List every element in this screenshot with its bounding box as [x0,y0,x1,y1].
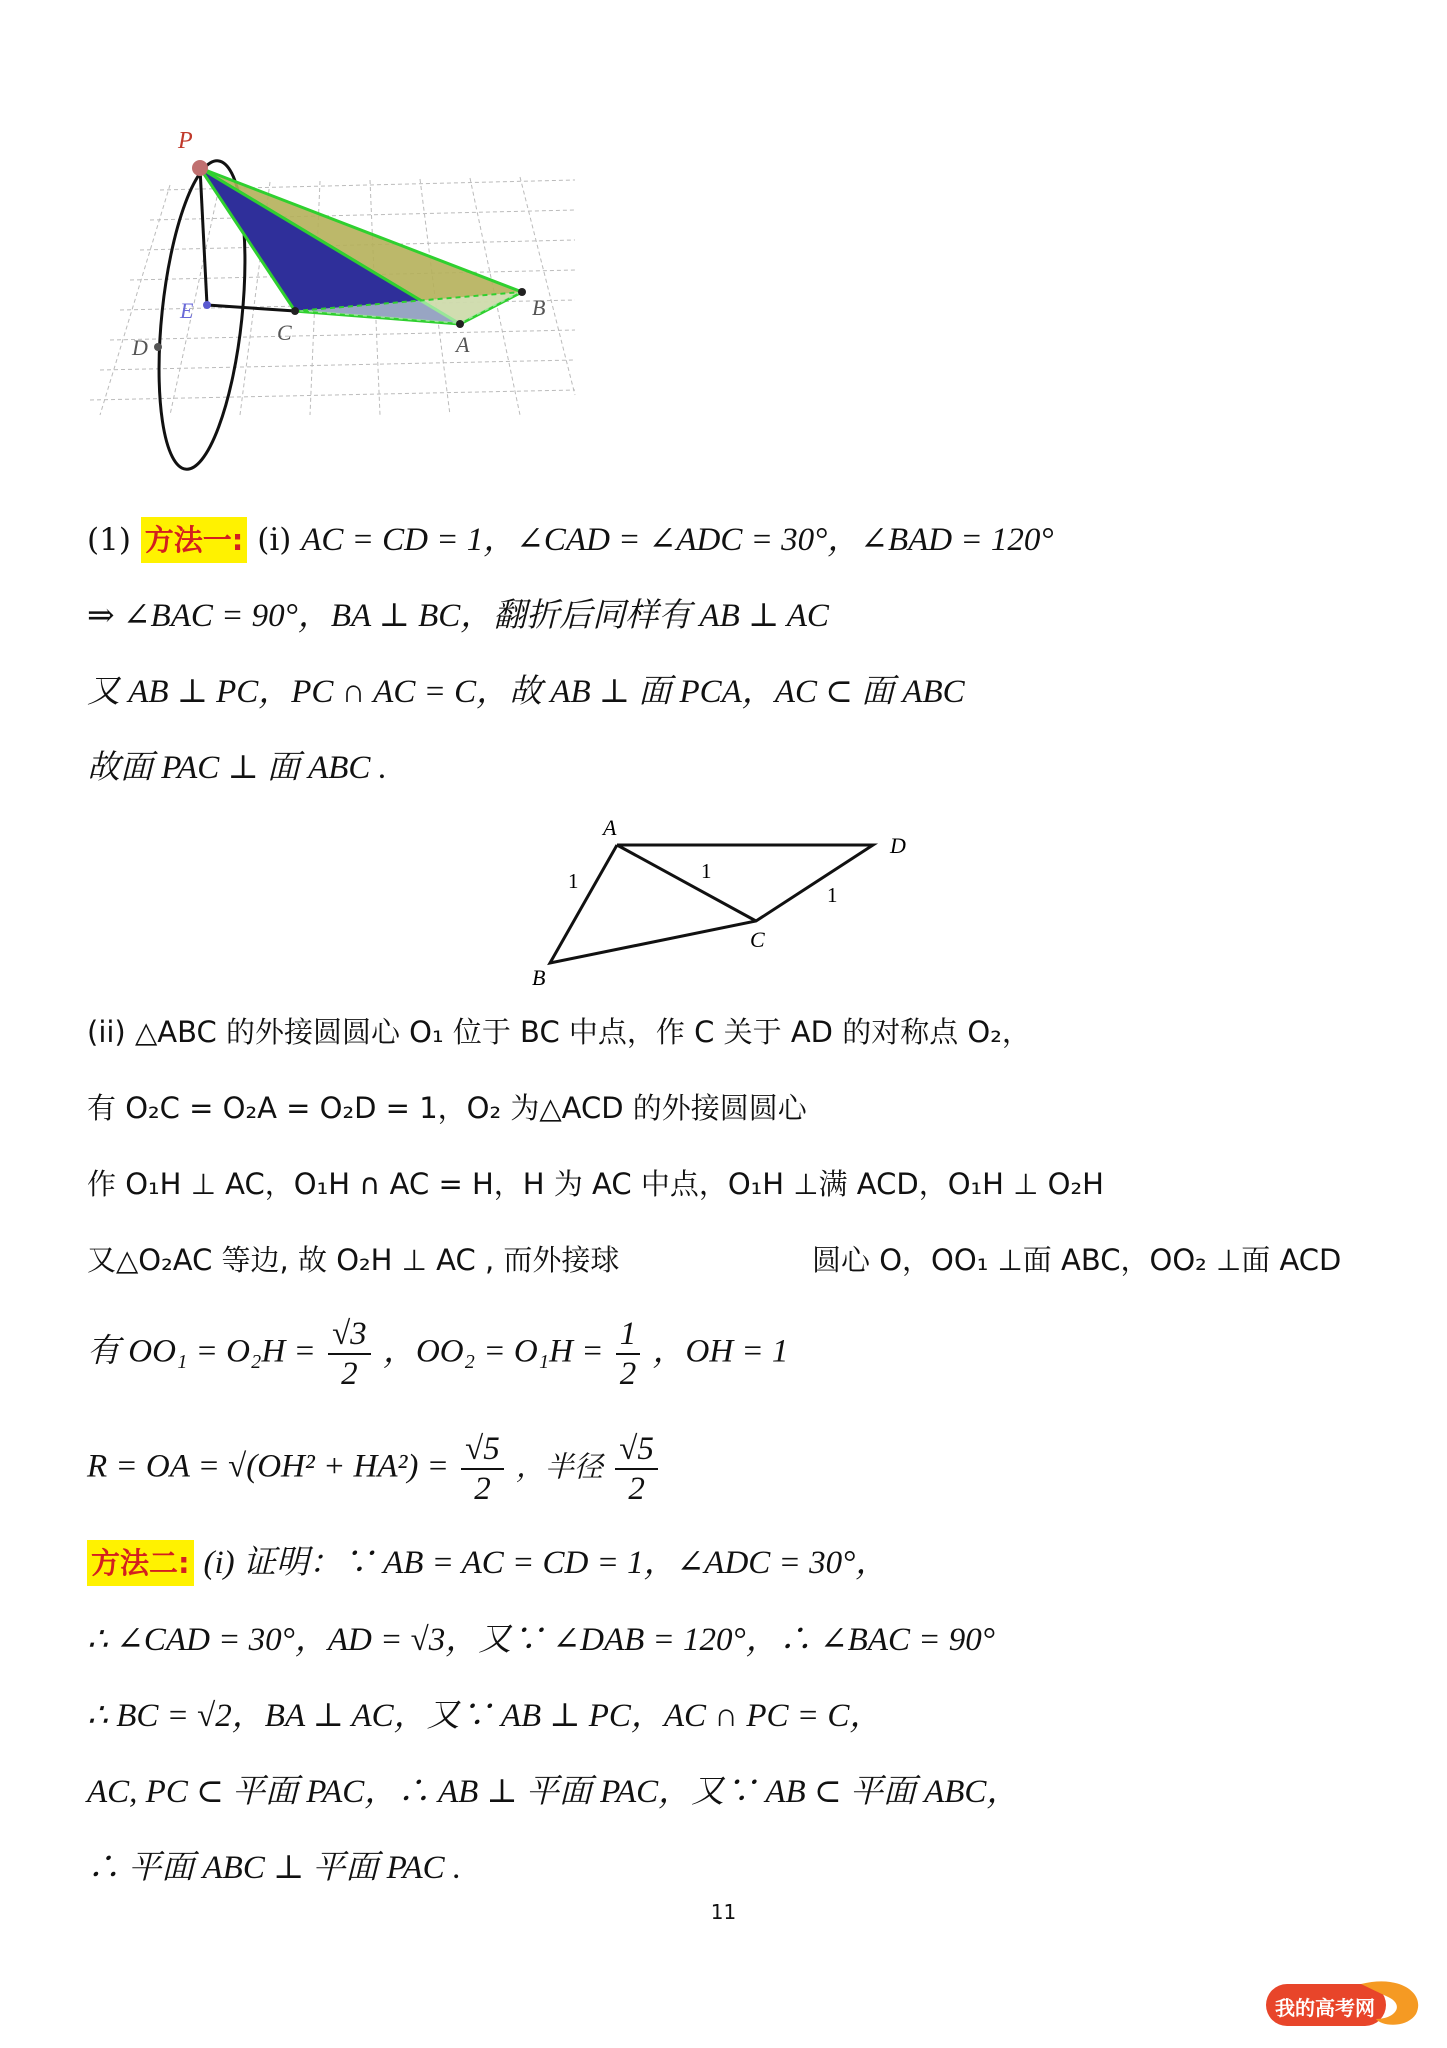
watermark-text: 我的高考网 [1275,1996,1375,2020]
label-a2: A [603,815,617,840]
edge-label-ac: 1 [701,859,712,883]
label-b: B [532,295,546,320]
line-conclusion-ii: ∴ 平面 ABC ⊥ 平面 PAC . [87,1850,462,1886]
pyramid-3d-figure [80,125,600,480]
method-two-highlight: 方法二: [87,1540,194,1586]
line-angle-bac: ⇒ ∠BAC = 90°，BA ⊥ BC，翻折后同样有 AB ⊥ AC [87,598,829,634]
line-equilateral: 又△O₂AC 等边, 故 O₂H ⊥ AC , 而外接球 圆心 O，OO₁ ⊥面 ABC，OO₂ ⊥面 ACD [87,1243,1342,1277]
edge-label-ab: 1 [568,869,579,893]
line-ab-perp-plane: AC, PC ⊂ 平面 PAC，∴ AB ⊥ 平面 PAC，又∵ AB ⊂ 平面 ABC， [87,1774,1020,1810]
line-method1-given: (1) 方法一: (i) AC = CD = 1，∠CAD = ∠ADC = 30°，∠BAD = 120° [87,520,1054,560]
label-d2: D [890,833,906,858]
line-oo1-values: 有 OO₁ = O₂H = $\frac{√3}{2}$ ，OO₂ = O₁H = $\frac{1}{2}$ ，OH = 1 [87,1316,789,1392]
fraction-sqrt5-over-2: $\frac{√5}{2}$ [461,1430,504,1508]
label-d: D [132,335,148,360]
fraction-sqrt3-over-2: $\frac{√3}{2}$ [328,1315,371,1393]
page-number: 11 [710,1900,737,1924]
fraction-1-over-2: $\frac{1}{2}$ [616,1315,641,1393]
fraction-radius: $\frac{√5}{2}$ [615,1430,658,1508]
line-conclusion-i: 故面 PAC ⊥ 面 ABC . [87,750,387,786]
label-p: P [178,128,193,154]
label-c: C [277,320,292,345]
edge-label-cd: 1 [827,883,838,907]
line-ab-perp: 又 AB ⊥ PC，PC ∩ AC = C，故 AB ⊥ 面 PCA，AC ⊂ 面 ABC [87,674,965,710]
label-a: A [456,332,470,357]
point-c [291,307,299,315]
label-e: E [180,298,194,323]
method-one-highlight: 方法一: [141,517,248,563]
line-o1h-perp: 作 O₁H ⊥ AC，O₁H ∩ AC = H，H 为 AC 中点，O₁H ⊥满 ACD，O₁H ⊥ O₂H [87,1167,1104,1201]
point-d [154,343,162,351]
line-method2-given: 方法二: (i) 证明：∵ AB = AC = CD = 1，∠ADC = 30°， [87,1543,888,1583]
line-ii-circumcenter: (ii) △ABC 的外接圆圆心 O₁ 位于 BC 中点，作 C 关于 AD 的对称点 O₂， [87,1015,1031,1049]
point-p [192,160,208,176]
point-a [456,320,464,328]
point-b [518,288,526,296]
line-bc-sqrt2: ∴ BC = √2，BA ⊥ AC，又∵ AB ⊥ PC，AC ∩ PC = C， [87,1698,883,1734]
line-angle-cad: ∴ ∠CAD = 30°，AD = √3，又∵ ∠DAB = 120°，∴ ∠BAC = 90° [87,1622,995,1658]
quadrilateral-2d-figure [520,810,940,1000]
line-o2-equal: 有 O₂C = O₂A = O₂D = 1，O₂ 为△ACD 的外接圆圆心 [87,1091,807,1125]
line-radius: R = OA = √(OH² + HA²) = $\frac{√5}{2}$ ，半径 $\frac{√5}{2}$ [87,1430,662,1508]
point-e [203,301,211,309]
label-c2: C [750,927,765,952]
label-b2: B [532,965,546,990]
